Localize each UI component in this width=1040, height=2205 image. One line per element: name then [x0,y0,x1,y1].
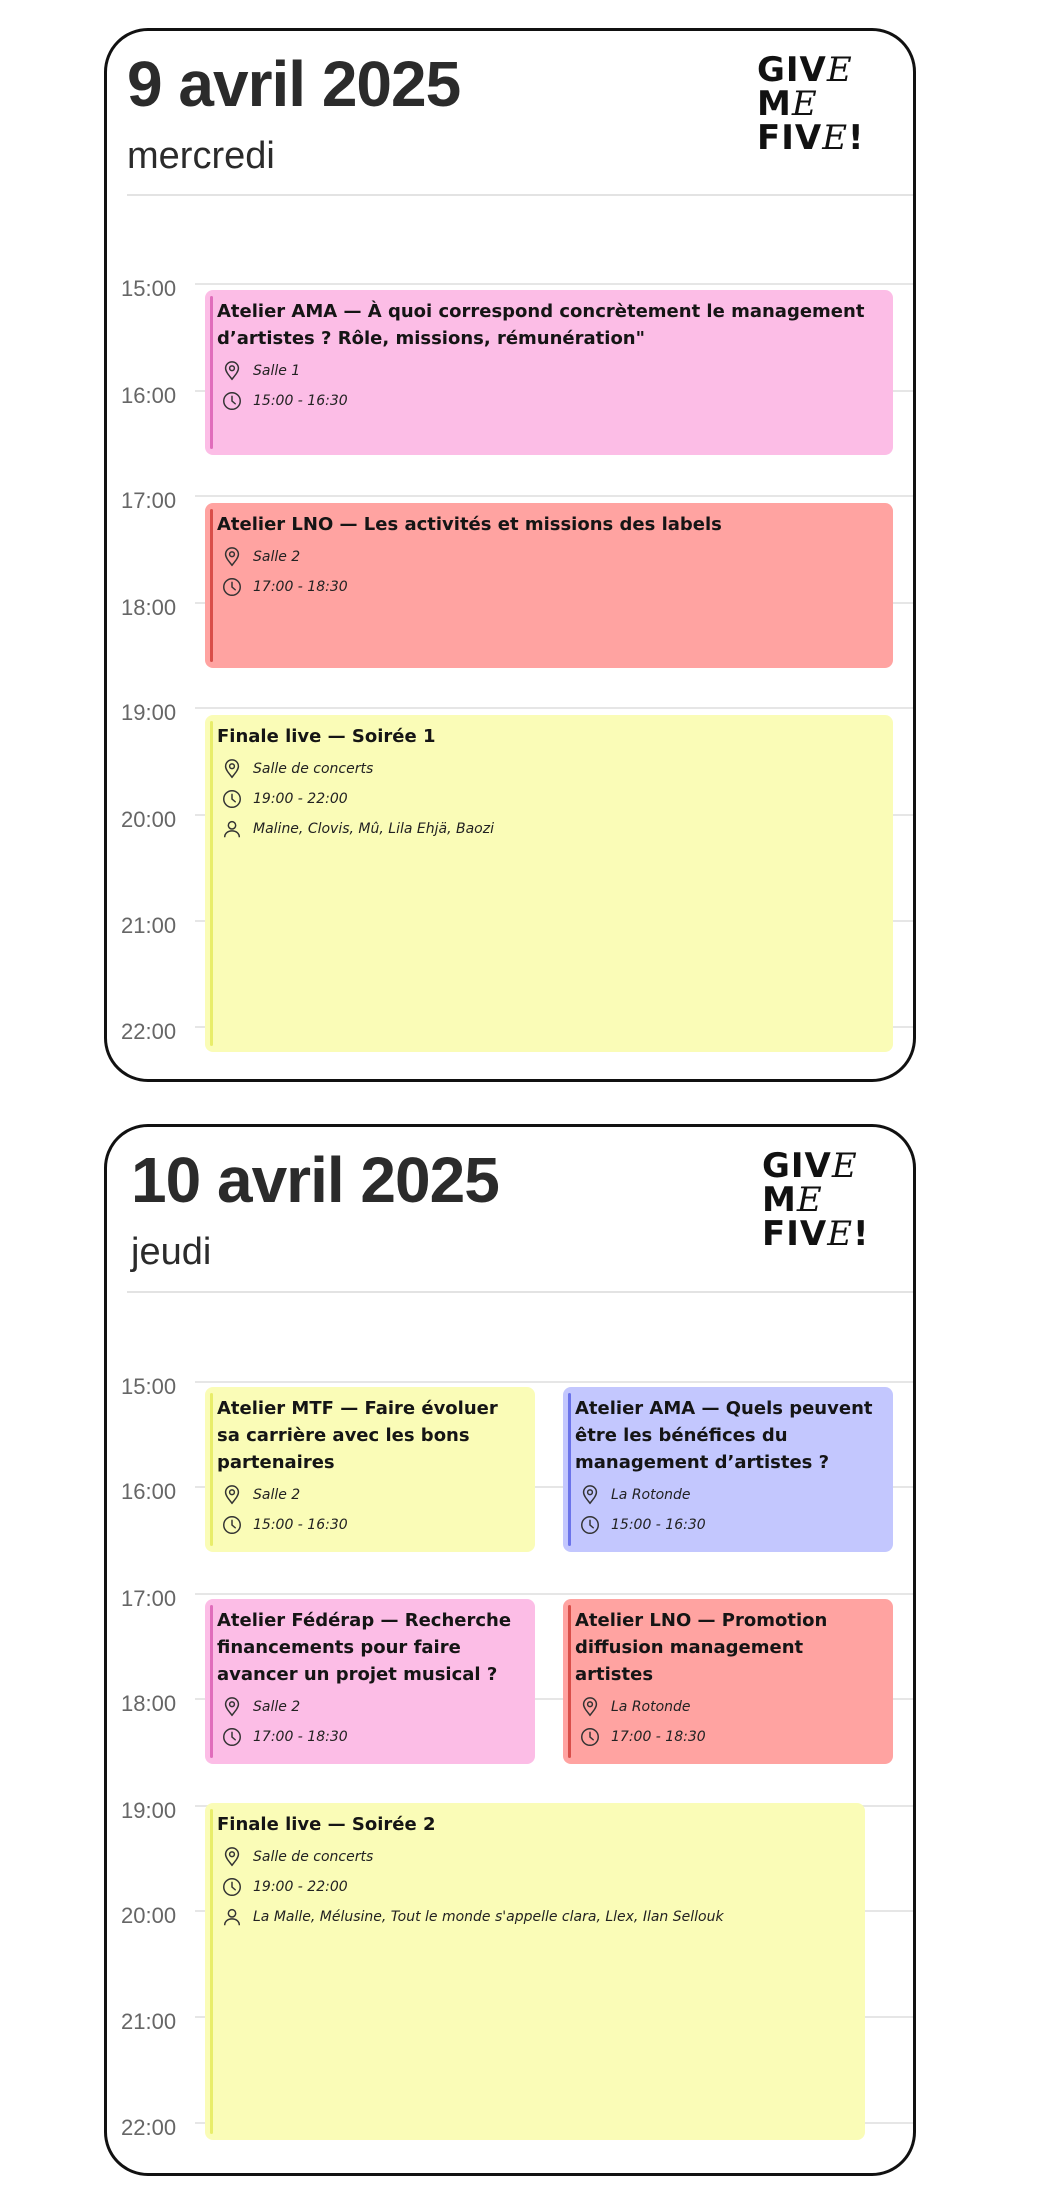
event-title: Finale live — Soirée 1 [217,726,436,747]
event-time: 15:00 - 16:30 [575,1510,883,1540]
event-title: Atelier LNO — Promotion diffusion management artistes [575,1610,828,1685]
hour-label: 17:00 [121,1586,177,1611]
hour-label: 20:00 [121,1903,177,1928]
location-pin-icon [221,546,243,568]
person-icon [221,818,243,840]
event-card[interactable] [205,1387,535,1552]
event-title: Atelier LNO — Les activités et missions des labels [217,514,722,535]
event-card[interactable] [563,1387,893,1552]
logo-line: GIVE [757,50,853,90]
event-time: 17:00 - 18:30 [217,572,883,602]
hour-label: 15:00 [121,276,177,301]
give-me-five-logo [762,1146,892,1259]
logo-line: ME [762,1180,823,1220]
event-card[interactable] [205,1803,865,2140]
event-location: Salle 2 [217,542,883,572]
hour-label: 21:00 [121,913,177,938]
hour-label: 18:00 [121,595,177,620]
header-divider [127,1291,913,1293]
hour-label: 22:00 [121,2115,177,2140]
event-artists: Maline, Clovis, Mû, Lila Ehjä, Baozi [217,814,883,844]
event-card[interactable] [205,290,893,455]
hour-label: 20:00 [121,807,177,832]
clock-icon [221,788,243,810]
event-title: Atelier MTF — Faire évoluer sa carrière avec les bons partenaires [217,1398,498,1473]
event-time: 17:00 - 18:30 [575,1722,883,1752]
logo-line: GIVE [762,1146,858,1186]
hour-line [195,1593,913,1595]
event-color-bar [210,1809,213,2134]
clock-icon [579,1514,601,1536]
event-color-bar [210,1393,213,1546]
clock-icon [221,390,243,412]
event-location: Salle 1 [217,356,883,386]
location-pin-icon [579,1484,601,1506]
location-pin-icon [221,1696,243,1718]
event-time: 17:00 - 18:30 [217,1722,525,1752]
day-title: 9 avril 2025 [127,48,461,120]
event-time: 19:00 - 22:00 [217,1872,855,1902]
event-location: Salle de concerts [217,1842,855,1872]
event-location: Salle 2 [217,1480,525,1510]
hour-line [195,283,913,285]
clock-icon [221,1726,243,1748]
location-pin-icon [221,758,243,780]
event-time: 15:00 - 16:30 [217,386,883,416]
day-weekday: jeudi [131,1231,212,1273]
location-pin-icon [579,1696,601,1718]
clock-icon [221,576,243,598]
header-divider [127,194,913,196]
hour-line [195,707,913,709]
event-color-bar [210,1605,213,1758]
event-title: Finale live — Soirée 2 [217,1814,436,1835]
hour-label: 21:00 [121,2009,177,2034]
hour-label: 18:00 [121,1691,177,1716]
event-location: Salle 2 [217,1692,525,1722]
day-title: 10 avril 2025 [131,1144,499,1216]
event-color-bar [568,1393,571,1546]
event-color-bar [210,509,213,662]
day-weekday: mercredi [127,135,275,177]
hour-label: 19:00 [121,1798,177,1823]
event-color-bar [210,721,213,1046]
event-title: Atelier AMA — Quels peuvent être les bénéfices du management d’artistes ? [575,1398,873,1473]
hour-label: 16:00 [121,1479,177,1504]
logo-line: FIVE! [762,1214,870,1254]
give-me-five-logo [757,50,887,163]
event-location: Salle de concerts [217,754,883,784]
event-card[interactable] [563,1599,893,1764]
event-artists: La Malle, Mélusine, Tout le monde s'appelle clara, Llex, Ilan Sellouk [217,1902,855,1932]
hour-label: 17:00 [121,488,177,513]
event-title: Atelier Fédérap — Recherche financements pour faire avancer un projet musical ? [217,1610,512,1685]
hour-label: 19:00 [121,700,177,725]
person-icon [221,1906,243,1928]
hour-label: 15:00 [121,1374,177,1399]
event-color-bar [568,1605,571,1758]
event-card[interactable] [205,503,893,668]
logo-line: FIVE! [757,118,865,158]
event-card[interactable] [205,715,893,1052]
hour-label: 16:00 [121,383,177,408]
clock-icon [579,1726,601,1748]
logo-line: ME [757,84,818,124]
event-color-bar [210,296,213,449]
event-time: 19:00 - 22:00 [217,784,883,814]
hour-label: 22:00 [121,1019,177,1044]
event-card[interactable] [205,1599,535,1764]
clock-icon [221,1514,243,1536]
hour-line [195,1381,913,1383]
location-pin-icon [221,360,243,382]
location-pin-icon [221,1484,243,1506]
day-card-1 [104,28,916,1082]
clock-icon [221,1876,243,1898]
event-location: La Rotonde [575,1480,883,1510]
event-location: La Rotonde [575,1692,883,1722]
location-pin-icon [221,1846,243,1868]
day-card-2 [104,1124,916,2176]
event-title: Atelier AMA — À quoi correspond concrètement le management d’artistes ? Rôle, missions, rémunération" [217,301,865,349]
hour-line [195,495,913,497]
event-time: 15:00 - 16:30 [217,1510,525,1540]
